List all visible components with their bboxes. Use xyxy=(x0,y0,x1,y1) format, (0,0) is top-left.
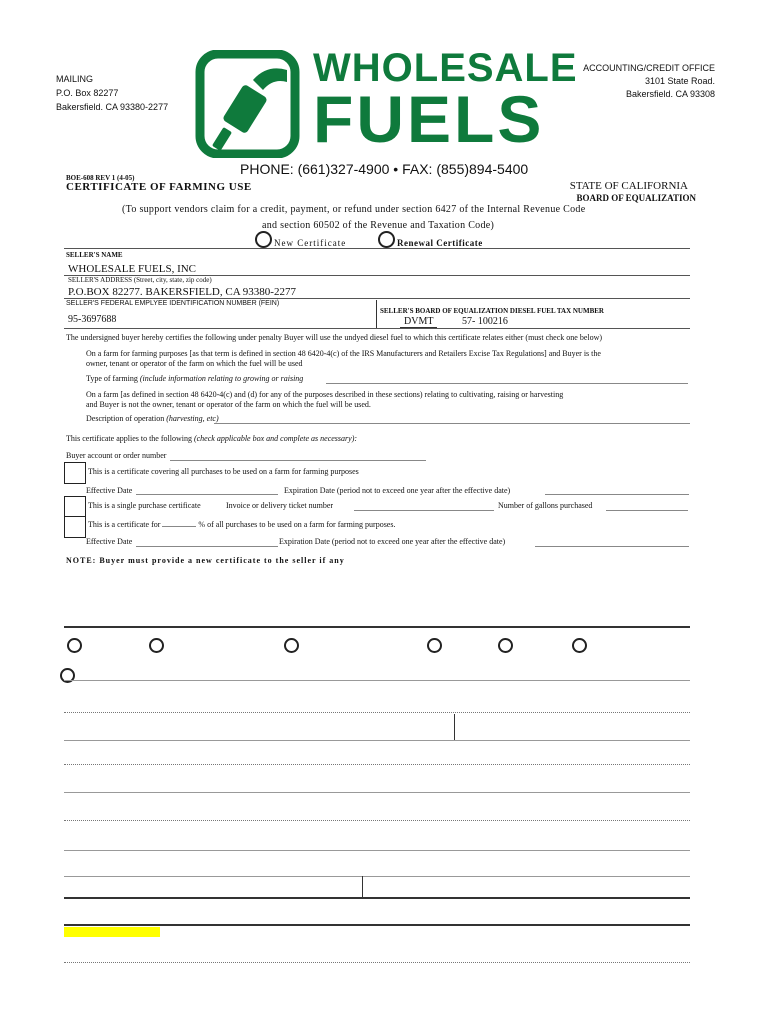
new-certificate-radio[interactable] xyxy=(255,231,272,248)
farm-option-1 xyxy=(86,349,686,369)
purpose-line-1: (To support vendors claim for a credit, payment, or refund under section 6427 of the Internal Revenue Code xyxy=(122,204,586,215)
radio-option[interactable] xyxy=(67,638,82,653)
farm-option-1-line-b: owner, tenant or operator of the farm on which the fuel will be used xyxy=(86,359,303,368)
applies-to xyxy=(66,434,357,443)
divider xyxy=(362,876,363,898)
expiration-date-field[interactable] xyxy=(545,494,689,495)
farm-option-2-line-a: On a farm [as defined in section 48 6420-4(c) and (d) for any of the purposes described in these sections) relating to cultivating, raising or harvesting xyxy=(86,390,564,399)
office-street: 3101 State Road. xyxy=(644,76,715,86)
form-title: CERTIFICATE OF FARMING USE xyxy=(66,181,252,193)
office-address xyxy=(583,62,715,101)
office-title: ACCOUNTING/CREDIT OFFICE xyxy=(583,63,715,73)
invoice-field[interactable] xyxy=(354,510,494,511)
boe-number-field[interactable]: 57- 100216 xyxy=(462,316,508,327)
mailing-address xyxy=(56,72,168,114)
state-label: STATE OF CALIFORNIA xyxy=(569,180,688,192)
buyer-account-field[interactable] xyxy=(170,460,426,461)
form-field-line[interactable] xyxy=(64,680,690,681)
seller-boe-label: SELLER'S BOARD OF EQUALIZATION DIESEL FUEL TAX NUMBER xyxy=(380,307,604,315)
invoice-label: Invoice or delivery ticket number xyxy=(226,501,334,510)
description-hint: (harvesting, etc) xyxy=(166,414,219,423)
divider xyxy=(64,897,690,899)
fuel-pump-logo-icon xyxy=(195,50,300,158)
seller-fein-label: SELLER'S FEDERAL EMPLYEE IDENTIFICATION NUMBER (FEIN) xyxy=(66,300,280,307)
radio-option[interactable] xyxy=(427,638,442,653)
note: NOTE: Buyer must provide a new certificate to the seller if any xyxy=(66,556,345,565)
divider xyxy=(64,298,690,299)
description-label: Description of operation xyxy=(86,414,165,423)
boe-prefix-field[interactable]: DVMT xyxy=(400,316,437,328)
effective-date-label: Effective Date xyxy=(86,486,133,495)
seller-address-label: SELLER'S ADDRESS (Street, city, state, zip code) xyxy=(68,276,212,284)
form-field-line[interactable] xyxy=(64,792,690,793)
divider xyxy=(64,626,690,628)
divider xyxy=(64,924,690,926)
option-percentage-label xyxy=(88,520,395,529)
form-field-line[interactable] xyxy=(64,764,690,765)
divider xyxy=(64,248,690,249)
radio-option[interactable] xyxy=(149,638,164,653)
option-all-purchases-label: This is a certificate covering all purchases to be used on a farm for farming purposes xyxy=(88,467,359,476)
type-of-farming xyxy=(86,374,303,383)
logo-word-wholesale: WHOLESALE xyxy=(313,46,578,90)
option-percentage-checkbox[interactable] xyxy=(64,516,86,538)
description-of-operation xyxy=(86,414,219,423)
applies-text: This certificate applies to the following xyxy=(66,434,192,443)
effective-date-field-2[interactable] xyxy=(136,546,278,547)
purpose-line-2: and section 60502 of the Revenue and Taxation Code) xyxy=(262,220,495,231)
mailing-city: Bakersfield. CA 93380-2277 xyxy=(56,102,169,112)
buyer-account-label: Buyer account or order number xyxy=(66,451,167,460)
divider xyxy=(454,714,455,740)
mailing-title: MAILING xyxy=(56,74,94,84)
option-single-purchase-checkbox[interactable] xyxy=(64,496,86,518)
gallons-field[interactable] xyxy=(606,510,688,511)
expiration-date-label: Expiration Date (period not to exceed one year after the effective date) xyxy=(284,486,511,495)
option-single-purchase-label: This is a single purchase certificate xyxy=(88,501,201,510)
expiration-date-field-2[interactable] xyxy=(535,546,689,547)
description-field[interactable] xyxy=(214,423,690,424)
seller-name-field[interactable]: WHOLESALE FUELS, INC xyxy=(68,263,197,275)
applies-hint: (check applicable box and complete as necessary): xyxy=(193,434,358,443)
effective-date-field[interactable] xyxy=(136,494,278,495)
option-percentage-label-a: This is a certificate for xyxy=(88,520,161,529)
gallons-label: Number of gallons purchased xyxy=(498,501,593,510)
farm-option-2 xyxy=(86,390,686,410)
seller-address-field[interactable]: P.O.BOX 82277. BAKERSFIELD, CA 93380-2277 xyxy=(68,286,296,298)
radio-option[interactable] xyxy=(572,638,587,653)
form-field-line[interactable] xyxy=(64,740,690,741)
renewal-certificate-radio[interactable] xyxy=(378,231,395,248)
effective-date-label-2: Effective Date xyxy=(86,537,133,546)
highlighted-field[interactable] xyxy=(64,927,160,937)
expiration-date-label-2: Expiration Date (period not to exceed one year after the effective date) xyxy=(279,537,506,546)
type-of-farming-field[interactable] xyxy=(326,383,688,384)
office-city: Bakersfield. CA 93308 xyxy=(625,89,715,99)
farm-option-2-line-b: and Buyer is not the owner, tenant or operator of the farm on which the fuel will be used. xyxy=(86,400,371,409)
form-field-line[interactable] xyxy=(64,712,690,713)
logo-word-fuels: FUELS xyxy=(313,82,545,156)
new-certificate-label: New Certificate xyxy=(274,238,347,248)
renewal-certificate-label: Renewal Certificate xyxy=(397,238,483,248)
form-code: BOE-608 REV 1 (4-05) xyxy=(66,174,135,182)
form-field-line[interactable] xyxy=(64,850,690,851)
option-all-purchases-checkbox[interactable] xyxy=(64,462,86,484)
form-field-line[interactable] xyxy=(64,962,690,963)
divider xyxy=(376,300,377,328)
option-percentage-label-b: % of all purchases to be used on a farm for farming purposes. xyxy=(198,520,396,529)
percentage-field[interactable] xyxy=(162,526,196,527)
contact-line: PHONE: (661)327-4900 • FAX: (855)894-5400 xyxy=(240,161,529,177)
certification-intro: The undersigned buyer hereby certifies the following under penalty Buyer will use the undyed diesel fuel to which this certificate relates either (must check one below) xyxy=(66,333,603,342)
seller-name-label: SELLER'S NAME xyxy=(66,251,123,259)
mailing-box: P.O. Box 82277 xyxy=(56,88,119,98)
type-of-farming-label: Type of farming xyxy=(86,374,138,383)
form-field-line[interactable] xyxy=(64,876,690,877)
form-field-line[interactable] xyxy=(64,820,690,821)
radio-option[interactable] xyxy=(498,638,513,653)
seller-fein-field[interactable]: 95-3697688 xyxy=(68,314,117,325)
farm-option-1-line-a: On a farm for farming purposes [as that term is defined in section 48 6420-4(c) of the IRS Manufacturers and Retailers Excise Tax Regulations] and Buyer is the xyxy=(86,349,601,358)
board-label: BOARD OF EQUALIZATION xyxy=(576,193,696,203)
radio-option[interactable] xyxy=(284,638,299,653)
divider xyxy=(64,328,690,329)
type-of-farming-hint: (include information relating to growing or raising xyxy=(139,374,304,383)
